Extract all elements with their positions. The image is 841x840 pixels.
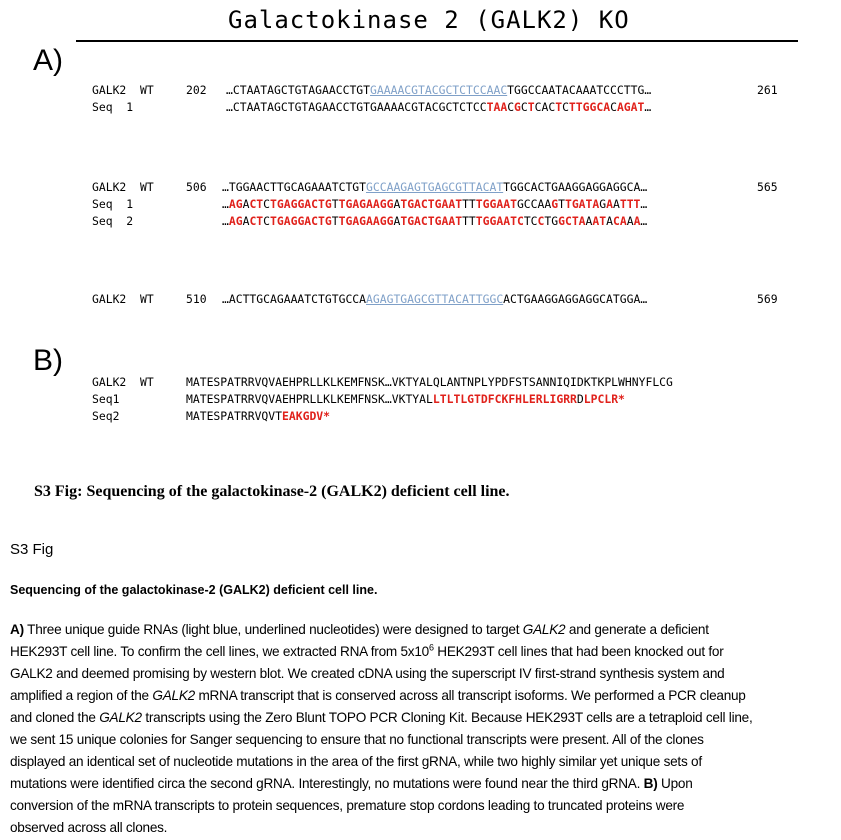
guide-rna-segment: GAAAACGTACGCTCTCCAAC [370,83,508,97]
seq-row-end: 565 [757,180,778,194]
sequence-segment: …TGGAACTTGCAGAAATCTGT [222,180,367,194]
description-line [10,641,841,663]
sequence-segment: … [222,197,229,211]
seq-row-name: GALK2 WT [92,83,154,97]
sequence-segment: A [606,214,613,228]
description-line [10,729,841,751]
description-line [10,663,841,685]
sequence-segment: T [558,197,565,211]
mutation-segment: T [555,100,563,114]
mutation-segment: TTGGCA [568,100,611,114]
sequence-segment: …CTAATAGCTGTAGAACCTGTGAAAACGTACGCTCTCC [226,100,487,114]
description-line [10,817,841,839]
mutation-segment: TTT [619,197,641,211]
mutation-segment: LPCLR* [583,392,625,406]
sequence-segment: A [612,197,620,211]
mutation-segment: TGAGAAGG [338,197,394,211]
mutation-segment: G [514,100,521,114]
sequence-line [226,82,651,99]
description-text: we sent 15 unique colonies for Sanger sequencing to ensure that no functional transcripts were present. All of the clones [10,732,704,747]
guide-rna-segment: AGAGTGAGCGTTACATTGGC [366,292,504,306]
sequence-segment: A [585,214,593,228]
description-text: observed across all clones. [10,820,168,835]
protein-row-name: GALK2 WT [92,375,154,389]
description-text: displayed an identical set of nucleotide mutations in the area of the first gRNA, while two highly similar yet unique sets of [10,754,702,769]
sequence-segment: T [331,214,339,228]
sequence-segment: TGGCCAATACAAATCCCTTG… [507,83,652,97]
sequence-segment: G [599,197,607,211]
description-line [10,795,841,817]
mutation-segment: AGAT [616,100,645,114]
sequence-segment: A [626,214,634,228]
sequence-line [222,291,647,308]
sequence-segment: TT [462,197,476,211]
mutation-segment: A [633,214,641,228]
mutation-segment: G [551,197,559,211]
sequence-segment: MATESPATRRVQVAEHPRLLKLKEMFNSK…VKTYALQLANTNPLYPDFSTSANNIQIDKTKPLWHNYFLCG [186,375,673,389]
sequence-segment: C [610,100,617,114]
sequence-segment: C [562,100,569,114]
protein-sequence [186,374,673,391]
description-text: GALK2 and deemed promising by western blot. We created cDNA using the superscript IV first-strand synthesis system and [10,666,725,681]
sequence-segment: A [242,197,250,211]
description-text: GALK2 [152,688,195,703]
mutation-segment: CT [249,214,264,228]
sequence-segment: MATESPATRRVQVT [186,409,283,423]
description-text: GALK2 [522,622,566,637]
mutation-segment: TGAGGACTG [270,197,332,211]
sequence-segment: … [644,100,652,114]
seq-row-name: Seq 1 [92,100,134,114]
sequence-segment: C [263,197,271,211]
sequence-segment: … [640,197,648,211]
seq-row-start: 202 [186,83,207,97]
mutation-segment: CT [249,197,264,211]
sequence-segment: MATESPATRRVQVAEHPRLLKLKEMFNSK…VKTYAL [186,392,433,406]
seq-row-name: GALK2 WT [92,292,154,306]
seq-row-name: Seq 2 [92,214,134,228]
description-text: HEK293T cell lines that had been knocked out for [433,644,724,659]
mutation-segment: TGACTGAAT [400,197,463,211]
sequence-segment: GCCAA [516,197,552,211]
mutation-segment: AG [228,214,243,228]
description-text: and generate a deficient [565,622,709,637]
description-line [10,707,841,729]
sequence-line [222,213,647,230]
mutation-segment: GCTA [558,214,586,228]
panel-b-label: B) [33,344,63,377]
mutation-segment: CA [612,214,627,228]
description-text: 6 [428,642,434,653]
sequence-segment: …CTAATAGCTGTAGAACCTGT [226,83,371,97]
sequence-segment: TG [544,214,559,228]
figure-label: S3 Fig [10,541,54,558]
description-line [10,619,841,641]
description-text: transcripts using the Zero Blunt TOPO PCR Cloning Kit. Because HEK293T cells are a tetraploid cell line, [141,710,753,725]
mutation-segment: TGACTGAAT [400,214,463,228]
mutation-segment: TGAGGACTG [270,214,332,228]
seq-row-start: 506 [186,180,207,194]
figure-subtitle: Sequencing of the galactokinase-2 (GALK2) deficient cell line. [10,583,378,597]
seq-row-start: 510 [186,292,207,306]
seq-row-name: Seq 1 [92,197,134,211]
description-text: HEK293T cell line. To confirm the cell lines, we extracted RNA from 5x10 [10,644,429,659]
description-text: conversion of the mRNA transcripts to protein sequences, premature stop cordons leading to truncated proteins were [10,798,685,813]
description-line [10,773,841,795]
sequence-segment: …ACTTGCAGAAATCTGTGCCA [222,292,367,306]
sequence-line [226,99,651,116]
description-line [10,751,841,773]
mutation-segment: TAA [486,100,508,114]
protein-row-name: Seq1 [92,392,120,406]
description-text: Three unique guide RNAs (light blue, underlined nucleotides) were designed to target [23,622,523,637]
sequence-segment: D [576,392,584,406]
sequence-segment: TT [462,214,476,228]
description-text: mutations were identified circa the second gRNA. Interestingly, no mutations were found near the third gRNA. [10,776,644,791]
protein-sequence [186,391,625,408]
protein-row-name: Seq2 [92,409,120,423]
sequence-segment: C [520,100,528,114]
mutation-segment: AT [592,214,607,228]
sequence-segment: A [242,214,250,228]
mutation-segment: TGAGAAGG [338,214,394,228]
sequence-line [222,196,647,213]
mutation-segment: TGGAAT [475,197,517,211]
panel-a-label: A) [33,44,63,77]
description-text: amplified a region of the [10,688,153,703]
sequence-segment: A [393,197,401,211]
figure-caption: S3 Fig: Sequencing of the galactokinase-2 (GALK2) deficient cell line. [34,483,510,500]
mutation-segment: LTLTLGTDFCKFHLERLIGRR [432,392,577,406]
description-text: and cloned the [10,710,100,725]
sequence-segment: CAC [534,100,556,114]
sequence-segment: TC [523,214,538,228]
seq-row-name: GALK2 WT [92,180,154,194]
mutation-segment: EAKGDV* [282,409,331,423]
sequence-segment: A [393,214,401,228]
description-text: mRNA transcript that is conserved across all transcript isoforms. We performed a PCR cleanup [194,688,746,703]
mutation-segment: A [606,197,613,211]
description-line [10,685,841,707]
figure-title: Galactokinase 2 (GALK2) KO [228,6,630,34]
mutation-segment: T [527,100,535,114]
description-text: Upon [657,776,693,791]
guide-rna-segment: GCCAAGAGTGAGCGTTACAT [366,180,504,194]
title-rule [76,40,798,42]
sequence-line [222,179,647,196]
mutation-segment: C [537,214,545,228]
mutation-segment: TGATA [564,197,600,211]
sequence-segment: … [640,214,648,228]
description-text: B) [643,776,658,791]
figure-description [10,619,841,839]
seq-row-end: 569 [757,292,778,306]
seq-row-end: 261 [757,83,778,97]
mutation-segment: TGGAATC [475,214,524,228]
sequence-segment: … [222,214,229,228]
description-text: GALK2 [99,710,142,725]
sequence-segment: C [507,100,515,114]
sequence-segment: T [331,197,339,211]
protein-sequence [186,408,330,425]
sequence-segment: C [263,214,271,228]
mutation-segment: AG [228,197,243,211]
sequence-segment: ACTGAAGGAGGAGGCATGGA… [503,292,648,306]
description-text: A) [10,622,24,637]
sequence-segment: TGGCACTGAAGGAGGAGGCA… [503,180,648,194]
